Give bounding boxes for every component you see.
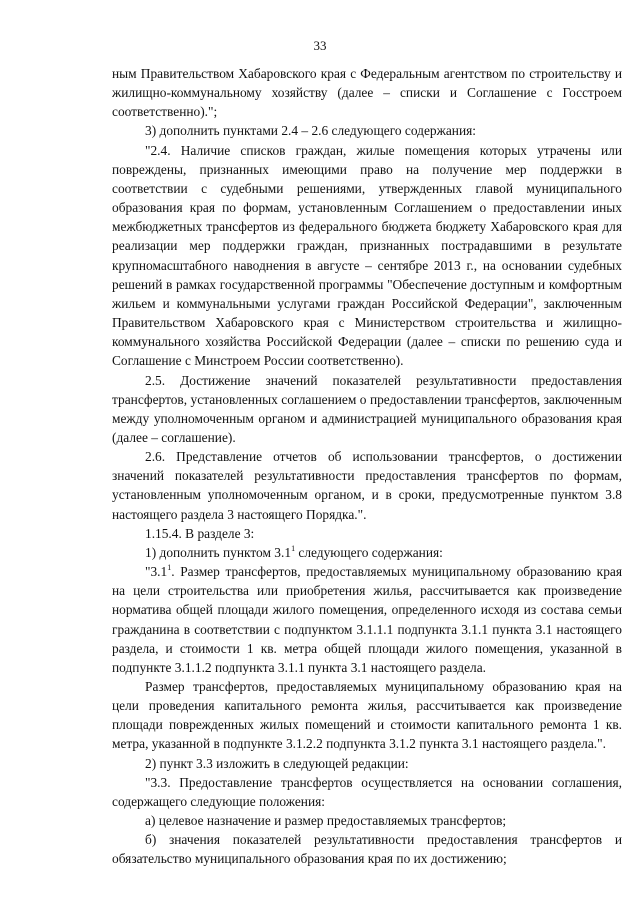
paragraph: "2.4. Наличие списков граждан, жилые помещения которых утрачены или повреждены, признанных имеющими право на получение мер поддержки в соответствии с судебными решениями, утвержденных главой муниципального образования края по формам, установленным Соглашением о предоставлении иных межбюджетных трансфертов из федерального бюджета бюджету Хабаровского края для реализации мер поддержки граждан, признанных пострадавшими в результате крупномасштабного наводнения в августе – сентябре 2013 г., на основании судебных решений в рамках государственной программы "Обеспечение доступным и комфортным жильем и коммунальными услугами граждан Российской Федерации", заключенным Правительством Хабаровского края с Министерством строительства и жилищно-коммунального хозяйства Российской Федерации (далее – списки по решению суда и Соглашение с Минстроем России соответственно). — [112, 142, 622, 369]
superscript: 1 — [291, 543, 296, 553]
paragraph: "3.3. Предоставление трансфертов осуществляется на основании соглашения, содержащего следующие положения: — [112, 774, 622, 809]
paragraph: Размер трансфертов, предоставляемых муниципальному образованию края на цели проведения капитального ремонта жилья, рассчитывается как произведение площади поврежденных жилых помещений и стоимости капитального ремонта 1 кв. метра, указанной в подпункте 3.1.2.2 подпункта 3.1.2 пункта 3.1 настоящего раздела.". — [112, 679, 622, 752]
paragraph-text: "3.1 — [145, 564, 168, 580]
paragraph — [112, 562, 622, 677]
paragraph: 2) пункт 3.3 изложить в следующей редакции: — [145, 755, 409, 771]
document-body — [112, 64, 622, 869]
paragraph-text: . Размер трансфертов, предоставляемых муниципальному образованию края на цели строительства или приобретения жилья, рассчитывается как произведение норматива общей площади жилого помещения, определенного исходя из состава семьи гражданина в соответствии с подпунктом 3.1.1.1 подпункта 3.1.1 пункта 3.1 настоящего раздела, и стоимости 1 кв. метра общей площади жилого помещения, указанной в подпункте 3.1.1.2 подпункта 3.1.1 пункта 3.1 настоящего раздела. — [112, 564, 622, 675]
paragraph-text: 1) дополнить пунктом 3.1 — [145, 544, 292, 560]
paragraph — [112, 543, 622, 562]
paragraph: б) значения показателей результативности предоставления трансфертов и обязательство муниципального образования края по их достижению; — [112, 832, 622, 867]
paragraph: 1.15.4. В разделе 3: — [145, 525, 255, 541]
paragraph: 2.6. Представление отчетов об использовании трансфертов, о достижении значений показателей результативности предоставления трансфертов по формам, установленным уполномоченным органом, и в сроки, предусмотренные пунктом 3.8 настоящего раздела 3 настоящего Порядка.". — [112, 449, 622, 522]
paragraph: ным Правительством Хабаровского края с Федеральным агентством по строительству и жилищно-коммунальному хозяйству (далее – списки и Соглашение с Госстроем соответственно)."; — [112, 66, 622, 120]
superscript: 1 — [167, 563, 172, 573]
paragraph: 2.5. Достижение значений показателей результативности предоставления трансфертов, установленных соглашением о предоставлении трансфертов, заключенным между уполномоченным органом и администрацией муниципального образования края (далее – соглашение). — [112, 372, 622, 445]
paragraph: 3) дополнить пунктами 2.4 – 2.6 следующего содержания: — [145, 123, 477, 139]
page-number: 33 — [313, 38, 327, 53]
paragraph: а) целевое назначение и размер предоставляемых трансфертов; — [145, 813, 507, 829]
paragraph-text: следующего содержания: — [295, 544, 443, 560]
